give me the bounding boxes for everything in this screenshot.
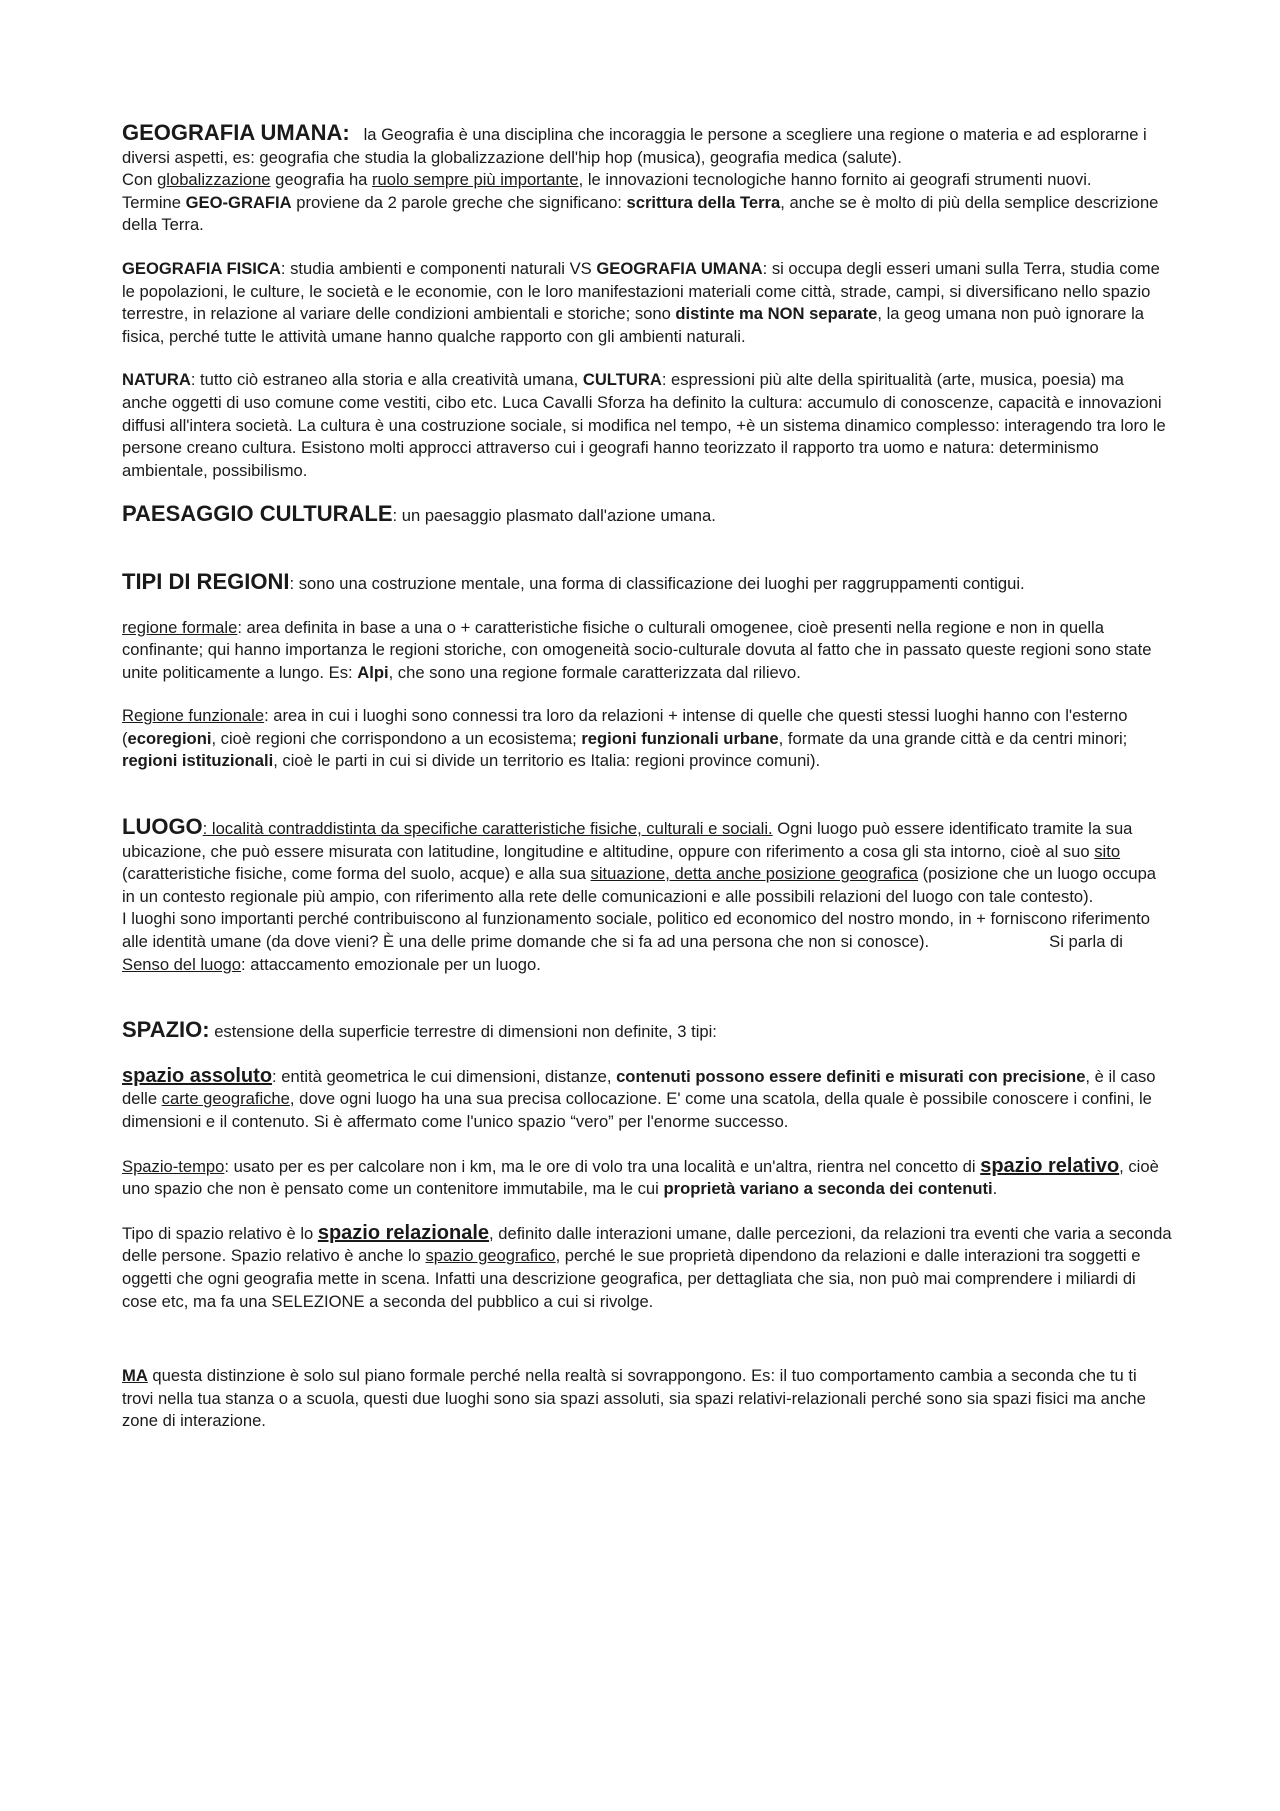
bold-text: NATURA bbox=[122, 370, 191, 390]
paragraph-spazio-tempo bbox=[122, 1155, 1172, 1201]
underlined-text: regione formale bbox=[122, 617, 238, 637]
text: . bbox=[992, 1179, 998, 1199]
text: : attaccamento emozionale per un luogo. bbox=[241, 954, 541, 974]
text: , è il caso delle bbox=[122, 1066, 1156, 1109]
text: , cioè regioni che corrispondono a un ecosistema; bbox=[211, 728, 582, 748]
bold-underlined-text: spazio relativo bbox=[980, 1154, 1120, 1177]
text: , la geog umana non può ignorare la fisica, perché tutte le attività umane hanno qualche rapporto con gli ambienti naturali. bbox=[122, 304, 1144, 346]
text: I luoghi sono importanti perché contribuiscono al funzionamento sociale, politico ed economico del nostro mondo, in + forniscono riferimento alle identità umane (da dove vieni? È una delle prime domande che si fa ad una persona che non si conosce). bbox=[122, 909, 1151, 952]
heading-tipi-di-regioni: TIPI DI REGIONI bbox=[122, 568, 290, 594]
text: (caratteristiche fisiche, come forma del suolo, acque) e alla sua bbox=[122, 864, 591, 884]
text: : espressioni più alte della spiritualità (arte, musica, poesia) ma anche oggetti di uso comune come vestiti, cibo etc. Luca Cavalli Sforza ha definito la cultura: accumulo di conoscenze, capacità e innovazioni diffusi all'intera società. La cultura è una costruzione sociale, si modifica nel tempo, +è un sistema dinamico complesso: interagendo tra loro le persone creano cultura. Esistono molti approcci attraverso cui i geografi hanno teorizzato il rapporto tra uomo e natura: determinismo ambientale, possibilismo. bbox=[122, 370, 1166, 480]
underlined-text: sito bbox=[1094, 841, 1121, 861]
text: , perché le sue proprietà dipendono da relazioni e dalle interazioni tra soggetti e oggetti che ogni geografia mette in scena. Infatti una descrizione geografica, per dettagliata che sia, non può mai comprendere i miliardi di cose etc, ma fa una SELEZIONE a seconda del pubblico a cui si rivolge. bbox=[122, 1246, 1141, 1311]
text: , anche se è molto di più della semplice descrizione della Terra. bbox=[122, 192, 1159, 235]
underlined-text: globalizzazione bbox=[157, 170, 271, 190]
text: : area in cui i luoghi sono connessi tra loro da relazioni + intense di quelle che questi stessi luoghi hanno con l'esterno ( bbox=[122, 706, 1128, 748]
text: geografia ha bbox=[270, 170, 373, 190]
text: : studia ambienti e componenti naturali VS bbox=[280, 258, 597, 278]
text: : sono una costruzione mentale, una forma di classificazione dei luoghi per raggruppamenti contigui. bbox=[289, 573, 1025, 593]
paragraph-geografia-fisica bbox=[122, 258, 1172, 348]
paragraph-luogo bbox=[122, 816, 1172, 976]
underlined-text: Spazio-tempo bbox=[122, 1156, 225, 1176]
text: questa distinzione è solo sul piano formale perché nella realtà si sovrappongono. Es: il tuo comportamento cambia a seconda che tu ti trovi nella tua stanza o a scuola, questi due luoghi sono sia spazi assoluti, sia spazi relativi-relazionali perché sono sia spazi fisici ma anche zone di interazione. bbox=[122, 1366, 1146, 1431]
paragraph-spazio bbox=[122, 1019, 1172, 1044]
text: , cioè le parti in cui si divide un territorio es Italia: regioni province comuni). bbox=[273, 751, 821, 771]
underlined-text: situazione, detta anche posizione geografica bbox=[590, 864, 919, 884]
paragraph-geografia-umana bbox=[122, 122, 1172, 237]
bold-text: contenuti possono essere definiti e misurati con precisione bbox=[616, 1066, 1086, 1086]
underlined-text: carte geografiche bbox=[161, 1089, 290, 1109]
text: , formate da una grande città e da centri minori; bbox=[778, 728, 1128, 748]
paragraph-spazio-assoluto bbox=[122, 1065, 1172, 1134]
text: , le innovazioni tecnologiche hanno fornito ai geografi strumenti nuovi. bbox=[578, 170, 1092, 190]
paragraph-natura-cultura bbox=[122, 369, 1172, 482]
bold-underlined-text: spazio assoluto bbox=[122, 1064, 273, 1087]
text: la Geografia è una disciplina che incoraggia le persone a scegliere una regione o materia e ad esplorarne i diversi aspetti, es: geografia che studia la globalizzazione dell'hip hop (musica), geografia medica (salute). bbox=[122, 125, 1147, 167]
paragraph-tipi-di-regioni bbox=[122, 568, 1172, 596]
text: : un paesaggio plasmato dall'azione umana. bbox=[392, 506, 716, 526]
bold-text: ecoregioni bbox=[127, 728, 212, 748]
heading-geografia-umana: GEOGRAFIA UMANA: bbox=[122, 120, 350, 145]
underlined-text: Regione funzionale bbox=[122, 706, 265, 726]
text: : area definita in base a una o + caratteristiche fisiche o culturali omogenee, cioè presenti nella regione e non in quella confinante; qui hanno importanza le regioni storiche, con omogeneità socio-culturale dovuta al fatto che in passato queste regioni sono state unite politicamente a lungo. Es: bbox=[122, 617, 1152, 682]
bold-text: distinte ma NON separate bbox=[675, 304, 878, 324]
underlined-text: ruolo sempre più importante bbox=[372, 170, 579, 190]
underlined-text: Senso del luogo bbox=[122, 954, 242, 974]
bold-text: Alpi bbox=[357, 662, 389, 682]
paragraph-ma bbox=[122, 1365, 1172, 1433]
text: , dove ogni luogo ha una sua precisa collocazione. E' come una scatola, della quale è possibile conoscere i confini, le dimensioni e il contenuto. Si è affermato come l'unico spazio “vero” per l'enorme successo. bbox=[122, 1089, 1152, 1131]
bold-underlined-text: MA bbox=[122, 1366, 148, 1386]
bold-text: proprietà variano a seconda dei contenuti bbox=[663, 1179, 993, 1199]
text: Termine bbox=[122, 192, 186, 212]
paragraph-spazio-relazionale bbox=[122, 1222, 1172, 1313]
text: Con bbox=[122, 170, 158, 190]
paragraph-regione-formale bbox=[122, 617, 1172, 685]
bold-text: GEOGRAFIA FISICA bbox=[122, 258, 281, 278]
document-page bbox=[122, 122, 1172, 1433]
bold-text: scrittura della Terra bbox=[626, 192, 781, 212]
text: , definito dalle interazioni umane, dalle percezioni, da relazioni tra eventi che varia a seconda delle persone. Spazio relativo è anche lo bbox=[122, 1223, 1172, 1266]
heading-luogo: LUOGO bbox=[122, 814, 203, 840]
bold-text: CULTURA bbox=[582, 370, 662, 390]
text: , che sono una regione formale caratterizzata dal rilievo. bbox=[388, 662, 801, 682]
paragraph-regione-funzionale bbox=[122, 705, 1172, 773]
heading-spazio: SPAZIO: bbox=[122, 1017, 210, 1043]
underlined-text: spazio geografico bbox=[425, 1246, 556, 1266]
heading-paesaggio-culturale: PAESAGGIO CULTURALE bbox=[122, 501, 393, 527]
bold-text: GEO-GRAFIA bbox=[185, 192, 292, 212]
text: : usato per es per calcolare non i km, ma le ore di volo tra una località e un'altra, rientra nel concetto di bbox=[224, 1156, 981, 1176]
bold-underlined-text: spazio relazionale bbox=[317, 1221, 490, 1244]
text: Ogni luogo può essere identificato tramite la sua ubicazione, che può essere misurata con latitudine, longitudine e altitudine, oppure con riferimento a cosa gli sta intorno, cioè al suo bbox=[122, 819, 1133, 861]
text: : si occupa degli esseri umani sulla Terra, studia come le popolazioni, le culture, le società e le economie, con le loro manifestazioni materiali come città, strade, campi, si diversificano nello spazio terrestre, in relazione al variare delle condizioni ambientali e storiche; sono bbox=[122, 258, 1160, 324]
text: proviene da 2 parole greche che significano: bbox=[291, 192, 627, 212]
bold-text: regioni funzionali urbane bbox=[581, 728, 779, 748]
text: : tutto ciò estraneo alla storia e alla creatività umana, bbox=[190, 370, 583, 390]
text: Si parla di bbox=[1049, 932, 1123, 952]
bold-text: GEOGRAFIA UMANA bbox=[596, 258, 763, 278]
text: : entità geometrica le cui dimensioni, distanze, bbox=[272, 1066, 617, 1086]
underlined-text: : località contraddistinta da specifiche caratteristiche fisiche, culturali e sociali. bbox=[202, 819, 773, 839]
text: , cioè uno spazio che non è pensato come un contenitore immutabile, ma le cui bbox=[122, 1156, 1159, 1199]
paragraph-paesaggio-culturale bbox=[122, 503, 1172, 528]
text: (posizione che un luogo occupa in un contesto regionale più ampio, con riferimento alla rete delle comunicazioni e alle possibili relazioni del luogo con tale contesto). bbox=[122, 864, 1157, 906]
text: estensione della superficie terrestre di dimensioni non definite, 3 tipi: bbox=[209, 1022, 717, 1042]
bold-text: regioni istituzionali bbox=[122, 751, 274, 771]
text: Tipo di spazio relativo è lo bbox=[122, 1223, 318, 1243]
